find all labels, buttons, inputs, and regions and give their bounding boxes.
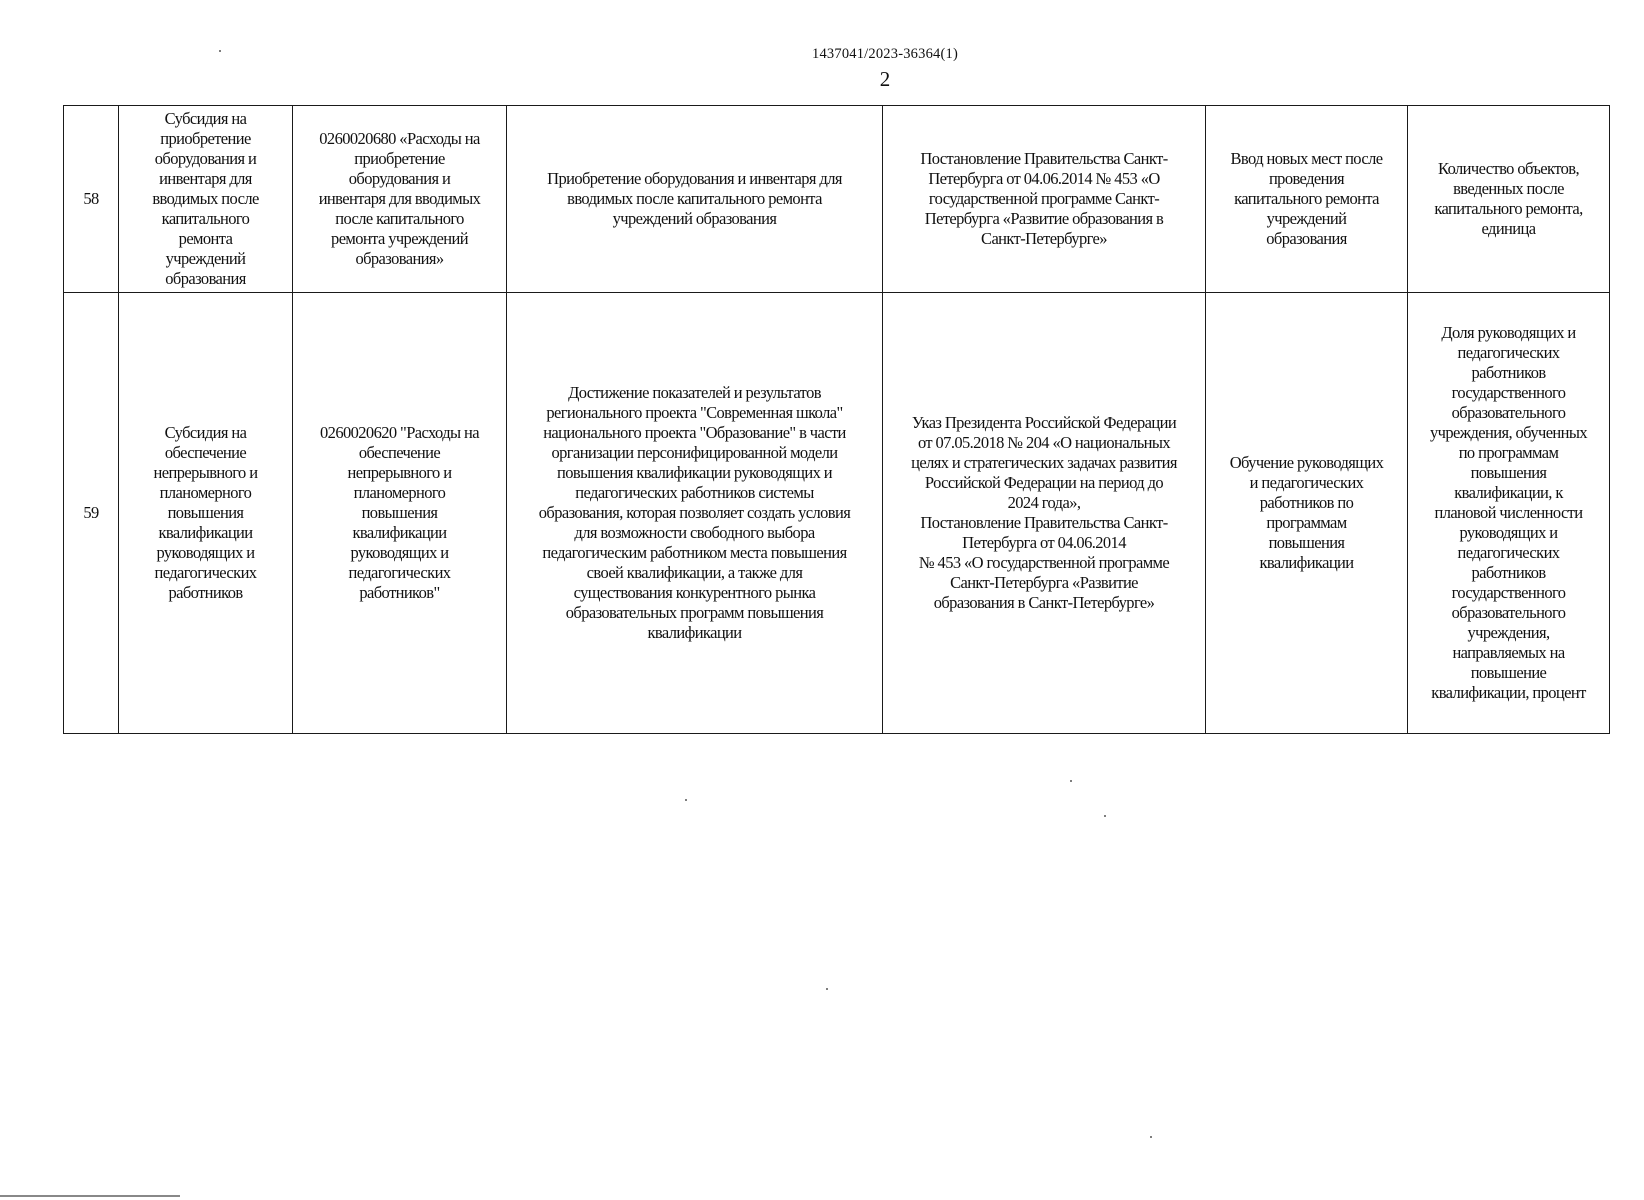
result-cell: Обучение руководящих и педагогических работников по программам повышения квалификации	[1206, 293, 1408, 734]
table-row-58	[64, 106, 1610, 293]
indicator-cell: Количество объектов, введенных после капитального ремонта, единица	[1408, 106, 1610, 293]
expense-code-cell: 0260020620 "Расходы на обеспечение непрерывного и планомерного повышения квалификации руководящих и педагогических работников"	[293, 293, 507, 734]
legal-basis-cell: Постановление Правительства Санкт- Петербурга от 04.06.2014 № 453 «О государственной программе Санкт- Петербурга «Развитие образования в Санкт-Петербурге»	[883, 106, 1206, 293]
subsidy-name-cell: Субсидия на обеспечение непрерывного и планомерного повышения квалификации руководящих и педагогических работников	[119, 293, 293, 734]
table-row-59	[64, 293, 1610, 734]
page-number: 2	[879, 67, 891, 91]
scan-speck	[1104, 815, 1106, 817]
scan-speck	[685, 799, 687, 801]
subsidy-table	[63, 105, 1610, 734]
scan-speck	[1150, 1136, 1152, 1138]
indicator-cell: Доля руководящих и педагогических работников государственного образовательного учреждения, обученных по программам повышения квалификации, к плановой численности руководящих и педагогических работников государственного образовательного учреждения, направляемых на повышение квалификации, процент	[1408, 293, 1610, 734]
legal-basis-cell: Указ Президента Российской Федерации от 07.05.2018 № 204 «О национальных целях и стратегических задачах развития Российской Федерации на период до 2024 года», Постановление Правительства Санкт- Петербурга от 04.06.2014 № 453 «О государственной программе Санкт-Петербурга «Развитие образования в Санкт-Петербурге»	[883, 293, 1206, 734]
purpose-cell: Приобретение оборудования и инвентаря для вводимых после капитального ремонта учреждений образования	[507, 106, 883, 293]
document-registration-number: 1437041/2023-36364(1)	[812, 46, 958, 62]
row-number-cell: 59	[64, 293, 119, 734]
scan-edge-line	[0, 1195, 180, 1197]
row-number-cell: 58	[64, 106, 119, 293]
purpose-cell: Достижение показателей и результатов регионального проекта "Современная школа" национального проекта "Образование" в части организации персонифицированной модели повышения квалификации руководящих и педагогических работников системы образования, которая позволяет создать условия для возможности свободного выбора педагогическим работником места повышения своей квалификации, а также для существования конкурентного рынка образовательных программ повышения квалификации	[507, 293, 883, 734]
expense-code-cell: 0260020680 «Расходы на приобретение оборудования и инвентаря для вводимых после капитального ремонта учреждений образования»	[293, 106, 507, 293]
scan-speck	[219, 50, 221, 52]
scan-speck	[826, 988, 828, 990]
result-cell: Ввод новых мест после проведения капитального ремонта учреждений образования	[1206, 106, 1408, 293]
subsidy-name-cell: Субсидия на приобретение оборудования и инвентаря для вводимых после капитального ремонта учреждений образования	[119, 106, 293, 293]
scan-speck	[1070, 780, 1072, 782]
